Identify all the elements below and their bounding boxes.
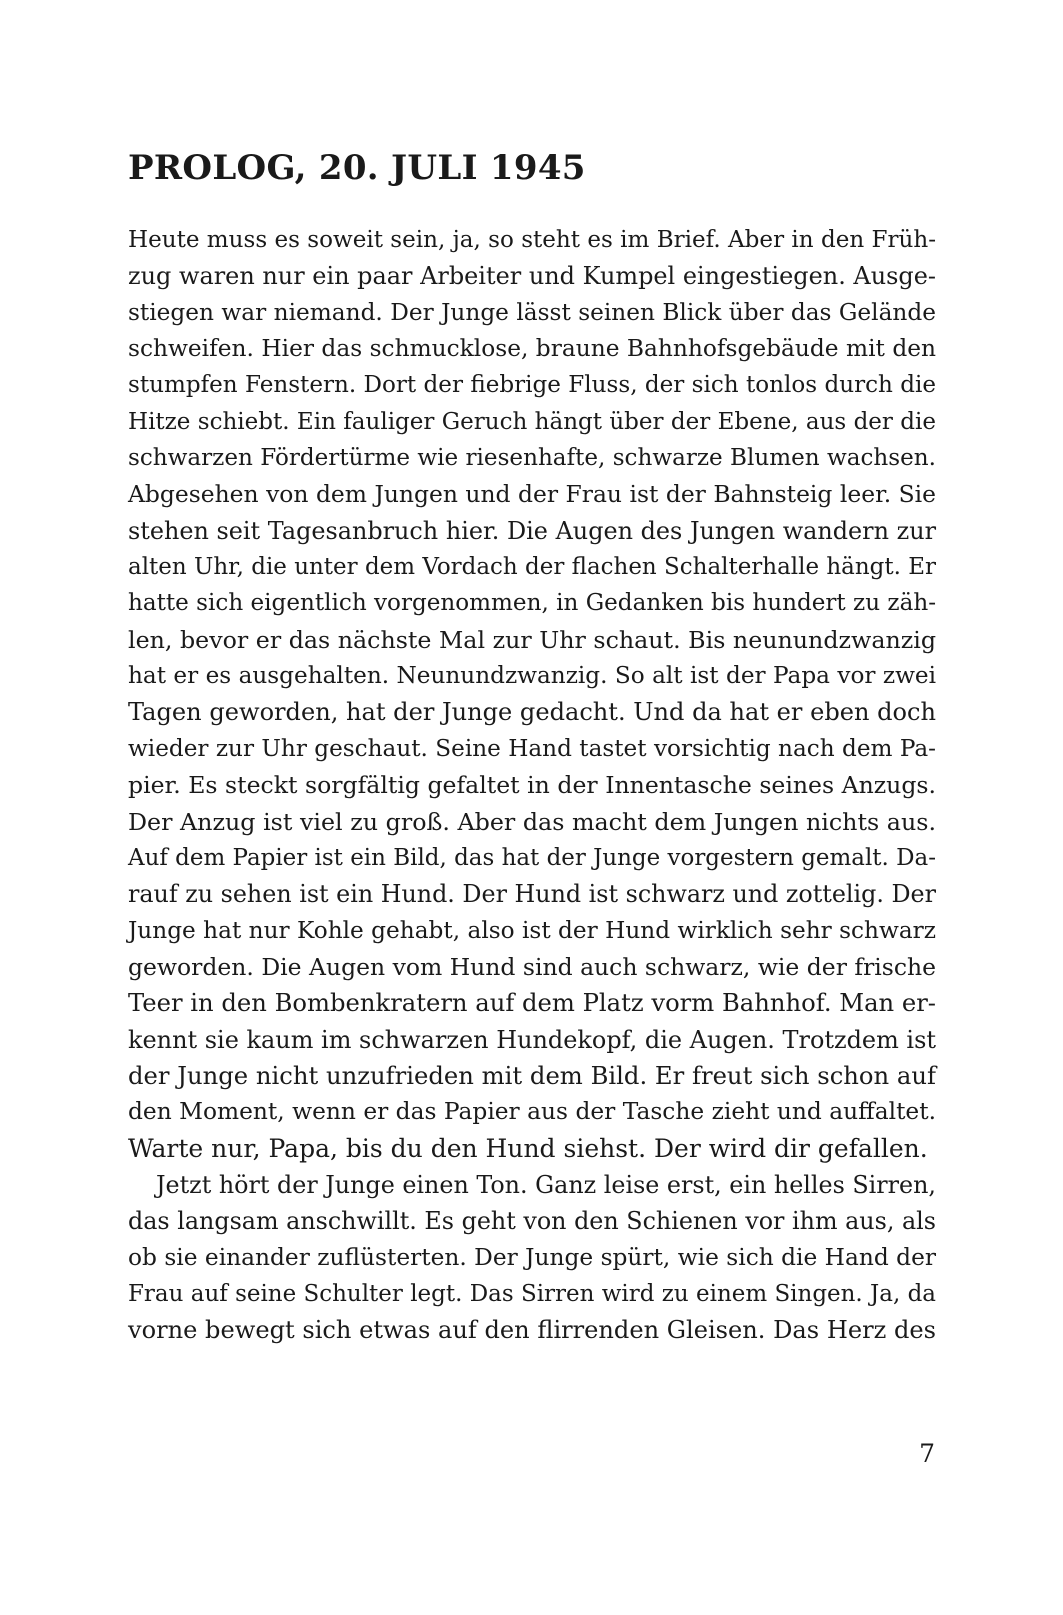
text-line: kennt sie kaum im schwarzen Hundekopf, die Augen. Trotzdem ist — [128, 1025, 936, 1054]
text-line: stehen seit Tagesanbruch hier. Die Augen des Jungen wandern zur — [128, 516, 936, 545]
text-line: alten Uhr, die unter dem Vordach der flachen Schalterhalle hängt. Er — [128, 554, 936, 581]
text-line: ob sie einander zuflüsterten. Der Junge spürt, wie sich die Hand der — [128, 1243, 936, 1271]
text-line: stiegen war niemand. Der Junge lässt seinen Blick über das Gelände — [128, 298, 936, 326]
text-line: Jetzt hört der Junge einen Ton. Ganz leise erst, ein helles Sirren, — [156, 1170, 936, 1199]
text-line: Frau auf seine Schulter legt. Das Sirren wird zu einem Singen. Ja, da — [128, 1280, 936, 1307]
text-line: hat er es ausgehalten. Neunundzwanzig. So alt ist der Papa vor zwei — [128, 662, 936, 690]
text-line: Warte nur, Papa, bis du den Hund siehst. Der wird dir gefallen. — [128, 1133, 928, 1163]
text-line: Tagen geworden, hat der Junge gedacht. Und da hat er eben doch — [128, 698, 936, 727]
text-line: Auf dem Papier ist ein Bild, das hat der Junge vorgestern gemalt. Da- — [128, 844, 936, 871]
text-line: der Junge nicht unzufrieden mit dem Bild. Er freut sich schon auf — [128, 1060, 936, 1090]
text-line: das langsam anschwillt. Es geht von den Schienen vor ihm aus, als — [128, 1207, 936, 1236]
text-line: zug waren nur ein paar Arbeiter und Kumpel eingestiegen. Ausge- — [128, 262, 936, 291]
text-line: vorne bewegt sich etwas auf den flirrenden Gleisen. Das Herz des — [128, 1316, 936, 1345]
text-line: schwarzen Fördertürme wie riesenhafte, schwarze Blumen wachsen. — [128, 445, 936, 472]
text-line: rauf zu sehen ist ein Hund. Der Hund ist schwarz und zottelig. Der — [128, 880, 936, 909]
text-line: pier. Es steckt sorgfältig gefaltet in der Innentasche seines Anzugs. — [128, 771, 936, 800]
paragraph-2 — [128, 1167, 936, 1349]
text-line: Junge hat nur Kohle gehabt, also ist der Hund wirklich sehr schwarz — [128, 916, 936, 944]
text-line: len, bevor er das nächste Mal zur Uhr schaut. Bis neunundzwanzig — [128, 625, 936, 654]
text-line: Der Anzug ist viel zu groß. Aber das macht dem Jungen nichts aus. — [128, 807, 936, 836]
text-line: Heute muss es soweit sein, ja, so steht es im Brief. Aber in den Früh- — [128, 227, 936, 253]
text-line: schweifen. Hier das schmucklose, braune Bahnhofsgebäude mit den — [128, 335, 936, 363]
paragraph-1 — [128, 222, 936, 1167]
text-line: Abgesehen von dem Jungen und der Frau ist der Bahnsteig leer. Sie — [128, 480, 936, 509]
page-number: 7 — [919, 1439, 935, 1468]
text-line: geworden. Die Augen vom Hund sind auch schwarz, wie der frische — [128, 952, 936, 981]
chapter-title: PROLOG, 20. JULI 1945 — [128, 148, 586, 188]
text-line: Hitze schiebt. Ein fauliger Geruch hängt über der Ebene, aus der die — [128, 408, 936, 435]
text-line: den Moment, wenn er das Papier aus der Tasche zieht und auffaltet. — [128, 1098, 936, 1126]
text-line: wieder zur Uhr geschaut. Seine Hand tastet vorsichtig nach dem Pa- — [128, 735, 936, 762]
body-text — [128, 222, 936, 1349]
text-line: Teer in den Bombenkratern auf dem Platz vorm Bahnhof. Man er- — [128, 988, 936, 1018]
text-line: hatte sich eigentlich vorgenommen, in Gedanken bis hundert zu zäh- — [128, 590, 936, 617]
text-line: stumpfen Fenstern. Dort der fiebrige Fluss, der sich tonlos durch die — [128, 372, 936, 399]
